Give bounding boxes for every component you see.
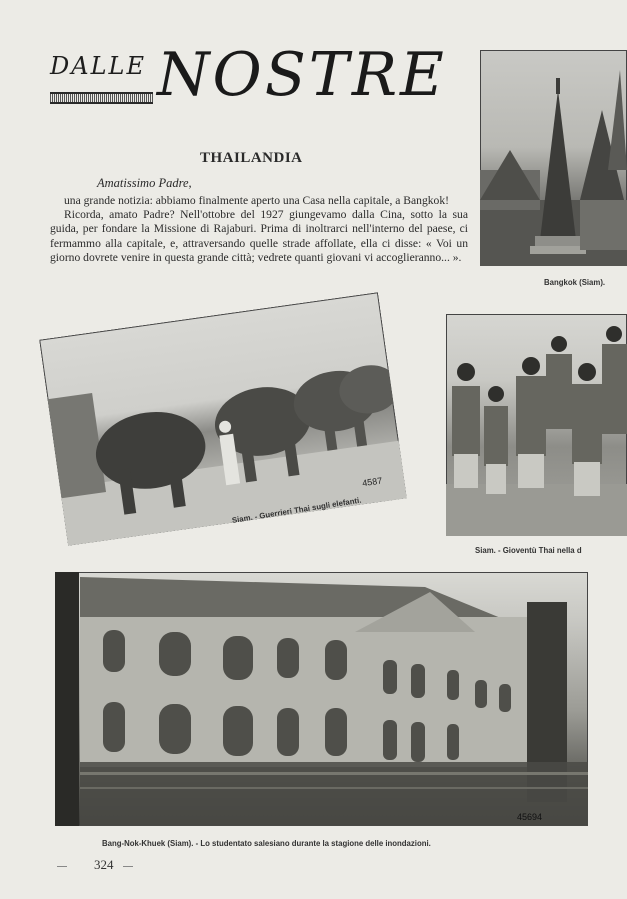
elephants-stamp: 4587 xyxy=(361,475,383,489)
article-body xyxy=(50,194,468,265)
article-paragraph-2: Ricorda, amato Padre? Nell'ottobre del 1927 giungevamo dalla Cina, sotto la sua guida, per fondare la Missione di Rajaburi. Prima di inoltrarci nell'interno del paese, ci fermammo alla capitale, e, attraversando quelle strade affollate, ella ci disse: « Voi un giorno dovrete venire in questa grande città; vedrete quanti giovani vi accoglieranno... ». xyxy=(50,208,468,264)
page-tick-right xyxy=(123,866,133,867)
building-caption: Bang-Nok-Khuek (Siam). - Lo studentato salesiano durante la stagione delle inondazioni. xyxy=(102,839,431,848)
elephants-illustration xyxy=(39,292,407,546)
header-rule xyxy=(50,92,153,104)
building-stamp: 45694 xyxy=(517,812,543,822)
elephants-photo-frame xyxy=(39,292,407,546)
youth-group-photo xyxy=(446,314,627,536)
article-paragraph-1: una grande notizia: abbiamo finalmente aperto una Casa nella capitale, a Bangkok! xyxy=(64,194,450,207)
page-number: 324 xyxy=(94,857,114,872)
header-nostre: NOSTRE xyxy=(157,40,447,110)
temple-illustration xyxy=(480,50,627,266)
youth-caption: Siam. - Gioventù Thai nella d xyxy=(475,546,582,555)
bangkok-temple-photo xyxy=(480,50,627,266)
elephants-photo xyxy=(39,292,407,546)
header-dalle: DALLE xyxy=(50,52,146,80)
bangkok-caption: Bangkok (Siam). xyxy=(544,278,606,287)
article-title: THAILANDIA xyxy=(200,150,303,166)
elephants-caption: Siam. - Guerrieri Thai sugli elefanti. xyxy=(231,495,362,525)
youth-illustration xyxy=(446,314,627,536)
building-illustration xyxy=(55,572,588,826)
studentato-building-photo xyxy=(55,572,588,826)
page-tick-left xyxy=(57,866,67,867)
article-salutation: Amatissimo Padre, xyxy=(97,176,192,190)
